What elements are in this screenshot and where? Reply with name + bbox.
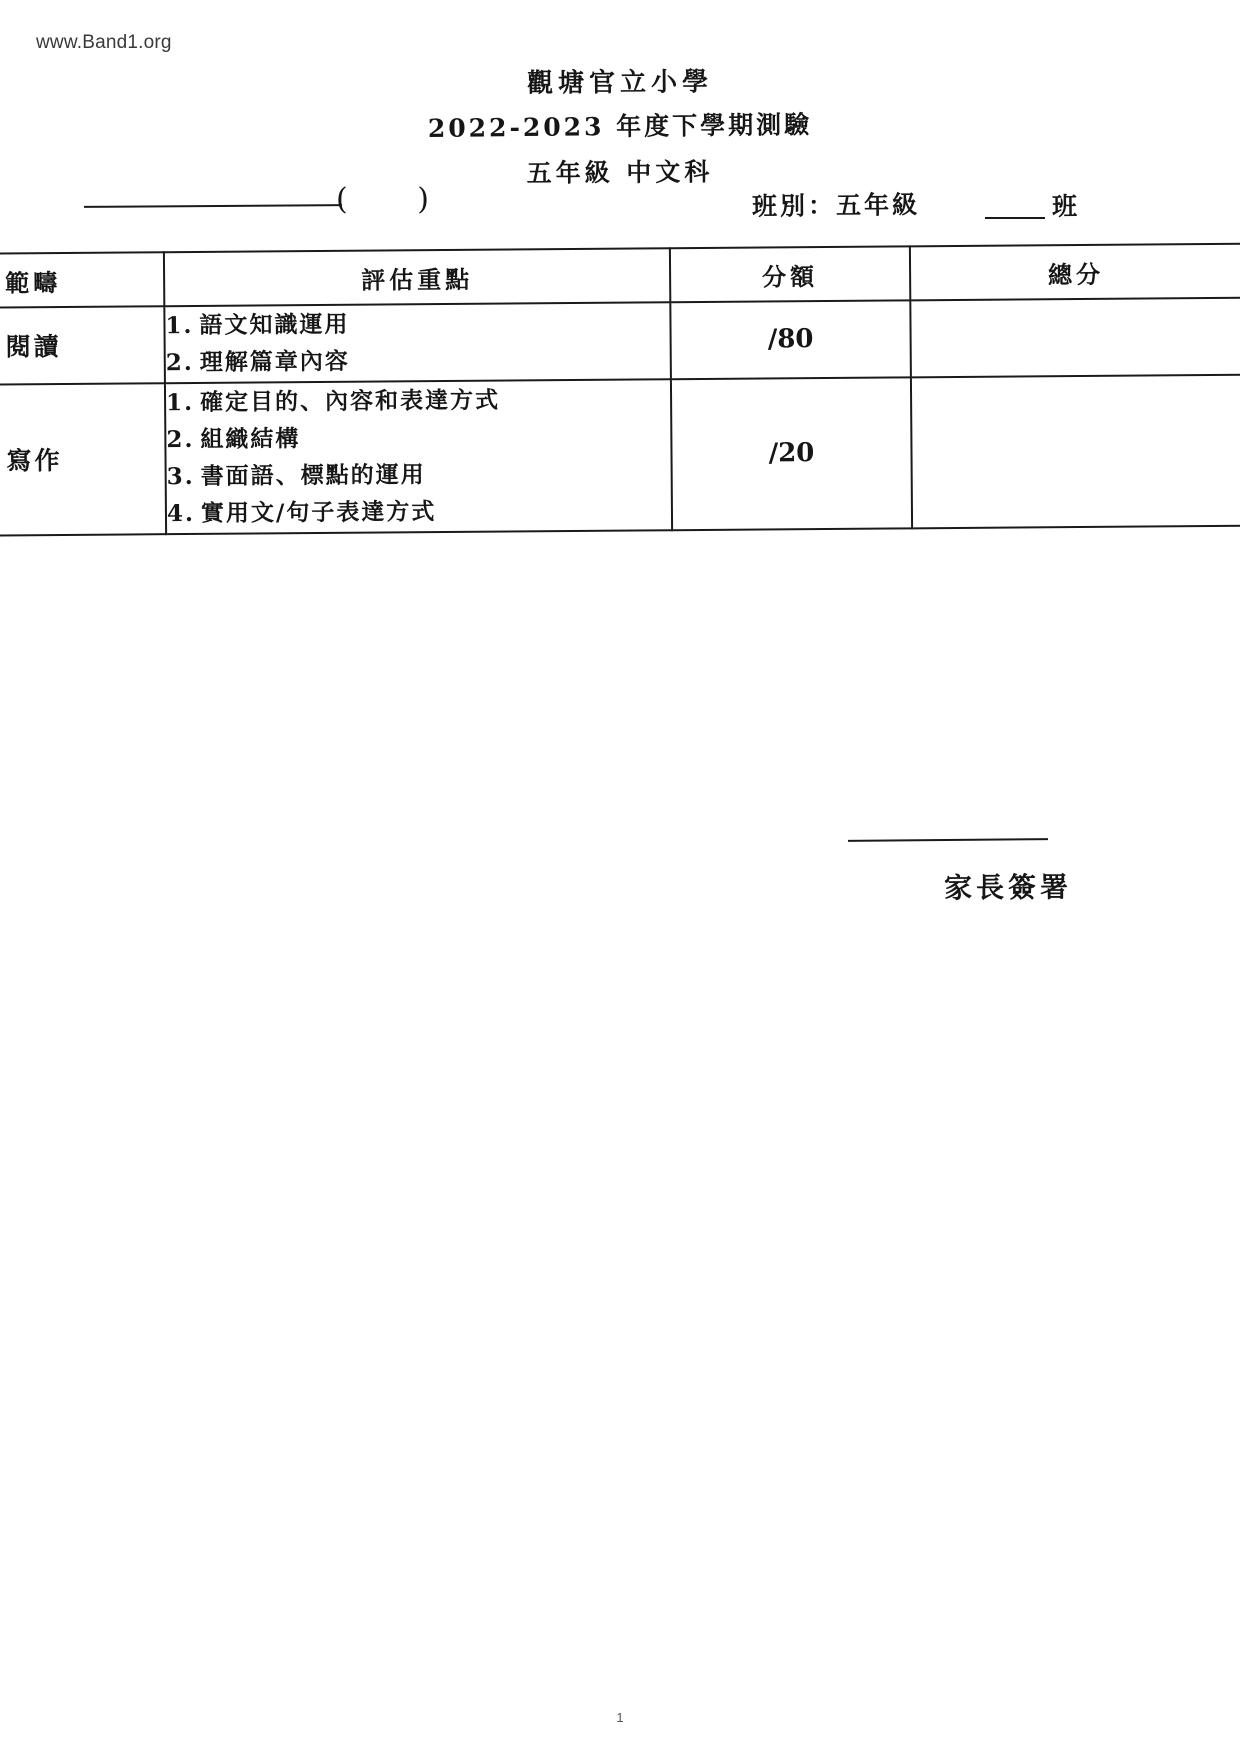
parent-signature-blank[interactable] xyxy=(848,837,1048,842)
column-header-marks: 分額 xyxy=(670,246,910,302)
item-number: 2. xyxy=(165,349,194,377)
school-name: 觀塘官立小學 xyxy=(526,67,714,99)
scope-writing: 寫作 xyxy=(0,383,166,536)
exam-title: 2022-2023 年度下學期測驗 xyxy=(427,109,813,144)
student-identification-row xyxy=(0,182,1240,230)
item-text: 確定目的、內容和表達方式 xyxy=(199,386,501,416)
page-number: 1 xyxy=(616,1710,624,1725)
class-suffix: 班 xyxy=(1051,191,1081,221)
list-item xyxy=(165,303,669,344)
focus-writing xyxy=(165,379,672,534)
list-item xyxy=(166,380,670,421)
table-row xyxy=(0,374,1240,536)
class-number-parentheses: ( ) xyxy=(336,182,459,217)
total-writing[interactable] xyxy=(911,374,1240,528)
item-text: 組織結構 xyxy=(200,424,301,453)
student-name-blank[interactable] xyxy=(84,203,342,208)
item-text: 實用文/句子表達方式 xyxy=(200,498,437,528)
marks-writing: /20 xyxy=(671,377,912,530)
document-header xyxy=(0,62,1240,189)
item-text: 語文知識運用 xyxy=(199,310,350,339)
assessment-table-wrapper xyxy=(0,243,1240,537)
item-number: 2. xyxy=(166,425,195,453)
site-watermark: www.Band1.org xyxy=(36,32,172,53)
class-blank[interactable] xyxy=(985,216,1045,219)
grade-subject: 五年級 中文科 xyxy=(526,157,714,188)
class-label: 班別：五年級 xyxy=(751,190,921,221)
scope-reading: 閱讀 xyxy=(0,306,165,385)
list-item xyxy=(166,417,670,458)
list-item xyxy=(167,454,671,495)
total-reading[interactable] xyxy=(910,298,1240,377)
column-header-scope: 範疇 xyxy=(0,252,164,308)
parent-signature-label: 家長簽署 xyxy=(943,870,1073,905)
item-number: 1. xyxy=(165,388,195,416)
marks-reading: /80 xyxy=(670,300,911,378)
focus-reading xyxy=(164,302,671,382)
list-item xyxy=(166,340,670,381)
item-number: 3. xyxy=(166,462,195,491)
item-number: 1. xyxy=(165,311,194,340)
item-text: 書面語、標點的運用 xyxy=(200,461,426,490)
column-header-total: 總分 xyxy=(910,244,1240,301)
assessment-table xyxy=(0,243,1240,537)
column-header-focus: 評估重點 xyxy=(164,248,670,306)
item-number: 4. xyxy=(166,500,196,528)
table-row xyxy=(0,298,1240,385)
item-text: 理解篇章內容 xyxy=(199,347,350,377)
list-item xyxy=(167,491,671,532)
